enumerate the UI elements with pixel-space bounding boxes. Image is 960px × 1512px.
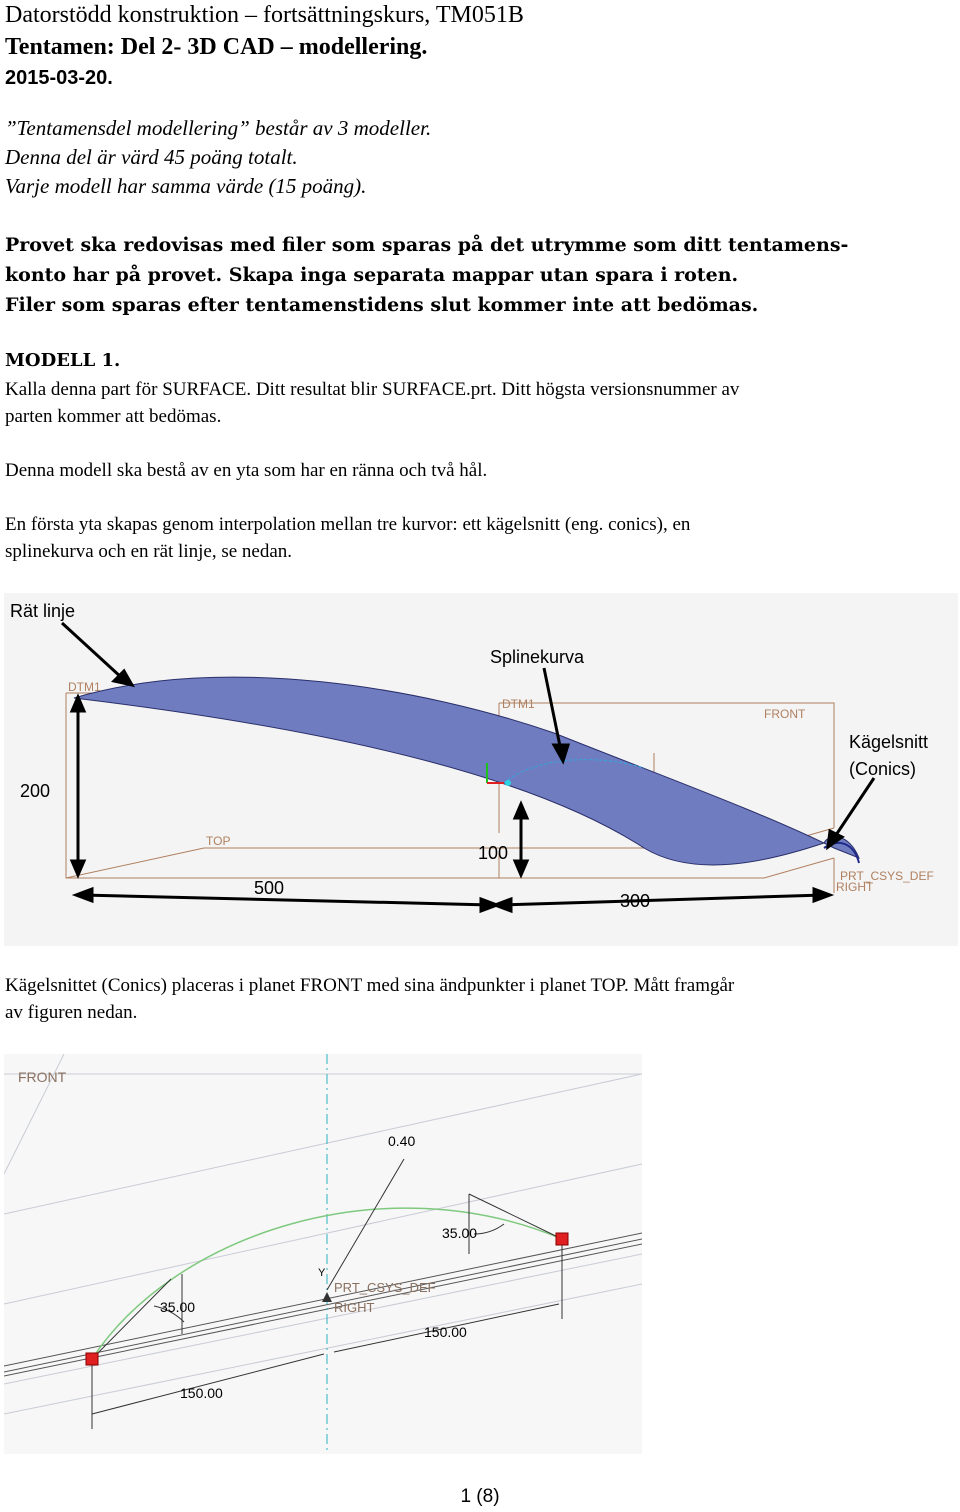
dim-100: 100 xyxy=(478,843,509,863)
dim-200: 200 xyxy=(20,781,51,801)
intro-line-2: Denna del är värd 45 poäng totalt. xyxy=(5,145,298,169)
plane-label-dtm1-mid: DTM1 xyxy=(502,697,535,711)
left-endpoint xyxy=(86,1353,98,1365)
label-conics: (Conics) xyxy=(849,759,917,779)
intro-line-3: Varje modell har samma värde (15 poäng). xyxy=(5,174,367,198)
angle-left: 35.00 xyxy=(160,1299,196,1315)
plane-label-right: RIGHT xyxy=(836,880,874,894)
plane-label-top: TOP xyxy=(206,834,231,848)
model1-heading: MODELL 1. xyxy=(5,350,121,371)
model1-para1-line2: parten kommer att bedömas. xyxy=(5,406,222,427)
model1-para1-line1: Kalla denna part för SURFACE. Ditt resultat blir SURFACE.prt. Ditt högsta versionsnummer av xyxy=(5,379,740,400)
rules-line-3: Filer som sparas efter tentamenstidens slut kommer inte att bedömas. xyxy=(5,294,759,316)
page-number: 1 (8) xyxy=(460,1486,500,1507)
rho-value: 0.40 xyxy=(388,1133,416,1149)
plane-label-front: FRONT xyxy=(18,1069,67,1085)
angle-right: 35.00 xyxy=(442,1225,478,1241)
dist-left: 150.00 xyxy=(180,1385,223,1401)
course-title: Datorstödd konstruktion – fortsättningskurs, TM051B xyxy=(5,2,524,28)
axis-y-label: Y xyxy=(318,1267,326,1279)
csys-label: PRT_CSYS_DEF xyxy=(840,869,934,883)
model1-para4-line1: Kägelsnittet (Conics) placeras i planet FRONT med sina ändpunkter i planet TOP. Mått framgår xyxy=(5,975,735,996)
dim-300: 300 xyxy=(620,891,651,911)
model1-para3-line2: splinekurva och en rät linje, se nedan. xyxy=(5,541,293,562)
csys-label: PRT_CSYS_DEF xyxy=(334,1280,436,1295)
label-kagelsnitt: Kägelsnitt xyxy=(849,732,929,752)
exam-date: 2015-03-20. xyxy=(5,67,113,89)
model1-para2: Denna modell ska bestå av en yta som har en ränna och två hål. xyxy=(5,460,488,481)
label-rat-linje: Rät linje xyxy=(10,601,76,621)
rules-line-2: konto har på provet. Skapa inga separata mappar utan spara i roten. xyxy=(5,264,739,286)
model1-para3-line1: En första yta skapas genom interpolation mellan tre kurvor: ett kägelsnitt (eng. conics), en xyxy=(5,514,691,535)
label-splinekurva: Splinekurva xyxy=(490,647,585,667)
plane-label-front: FRONT xyxy=(764,707,806,721)
dist-right: 150.00 xyxy=(424,1324,467,1340)
plane-label-dtm1-left: DTM1 xyxy=(68,680,101,694)
rules-line-1: Provet ska redovisas med filer som sparas på det utrymme som ditt tentamens- xyxy=(5,234,849,256)
dim-500: 500 xyxy=(254,878,285,898)
right-endpoint xyxy=(556,1233,568,1245)
exam-title: Tentamen: Del 2- 3D CAD – modellering. xyxy=(5,34,428,60)
plane-label-right: RIGHT xyxy=(334,1300,375,1315)
conic-dimension-figure xyxy=(4,1054,642,1454)
intro-line-1: ”Tentamensdel modellering” består av 3 modeller. xyxy=(5,116,432,140)
model1-para4-line2: av figuren nedan. xyxy=(5,1002,138,1023)
surface-figure xyxy=(4,593,958,946)
